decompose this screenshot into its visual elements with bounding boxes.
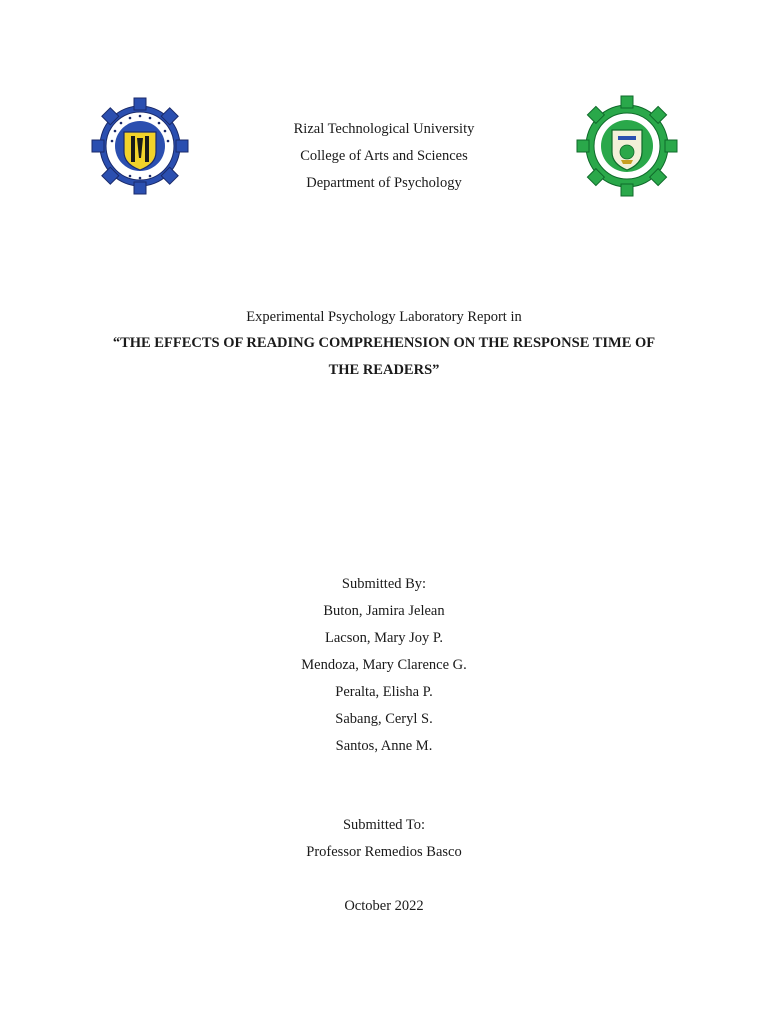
author-name: Peralta, Elisha P. bbox=[335, 684, 433, 700]
college-name: College of Arts and Sciences bbox=[300, 148, 468, 164]
report-intro: Experimental Psychology Laboratory Report in bbox=[246, 309, 522, 325]
submission-date: October 2022 bbox=[344, 898, 424, 914]
author-name: Sabang, Ceryl S. bbox=[335, 711, 433, 727]
department-name: Department of Psychology bbox=[306, 175, 462, 191]
author-name: Lacson, Mary Joy P. bbox=[324, 630, 443, 646]
professor-name: Professor Remedios Basco bbox=[306, 844, 462, 860]
university-name: Rizal Technological University bbox=[293, 121, 475, 137]
author-name: Mendoza, Mary Clarence G. bbox=[301, 657, 467, 673]
report-title-line-1: “THE EFFECTS OF READING COMPREHENSION ON THE RESPONSE TIME OF bbox=[112, 335, 656, 351]
submitted-by-label: Submitted By: bbox=[341, 576, 427, 592]
report-title-line-2: THE READERS” bbox=[328, 362, 440, 378]
author-name: Buton, Jamira Jelean bbox=[323, 603, 445, 619]
submitted-to-label: Submitted To: bbox=[342, 817, 426, 833]
author-name: Santos, Anne M. bbox=[335, 738, 433, 754]
